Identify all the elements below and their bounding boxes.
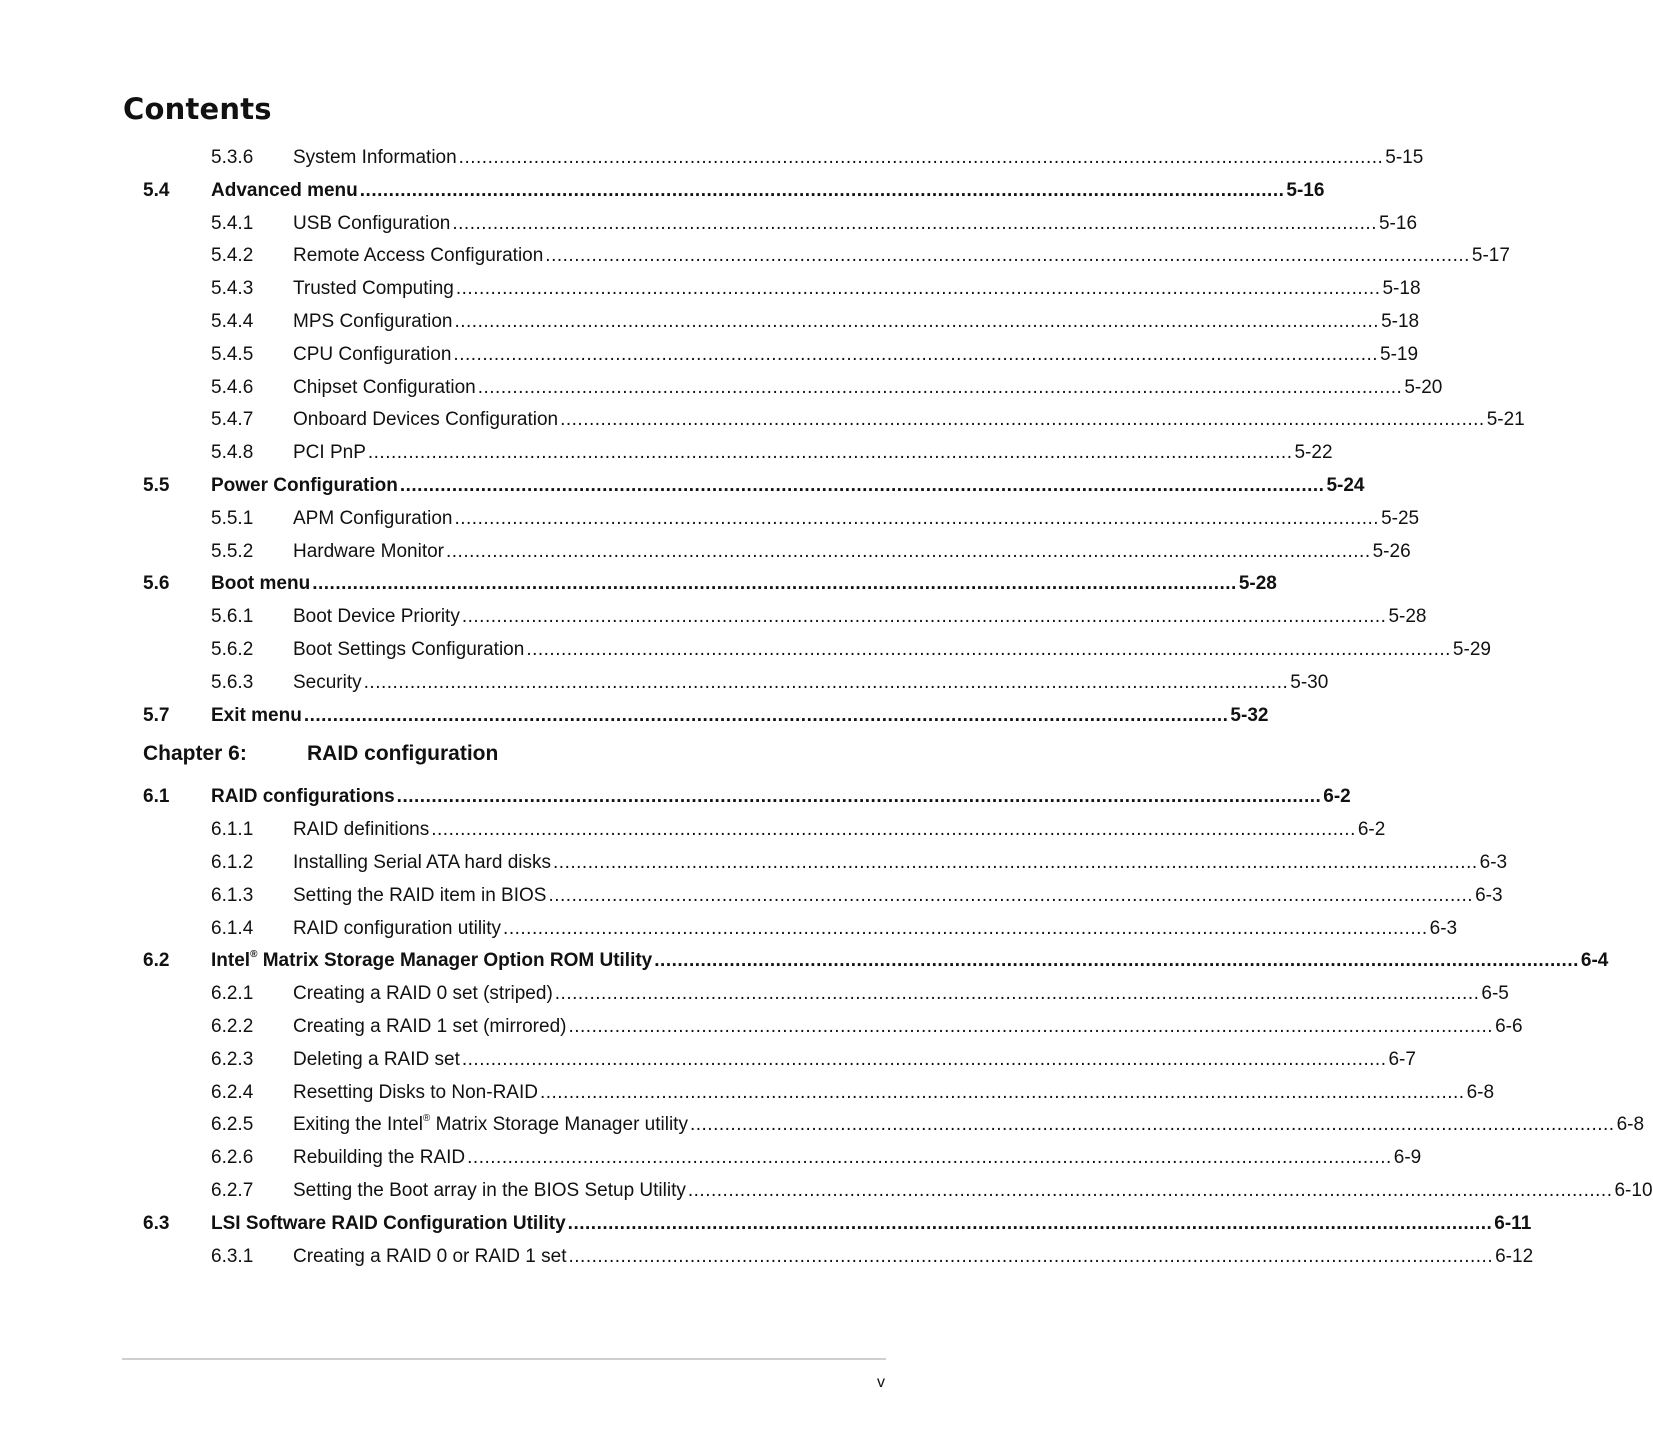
- dot-leader: ................................................................................................................................................................: [458, 147, 1384, 168]
- toc-entry-title: [293, 536, 444, 569]
- toc-entry-line: [211, 1208, 1532, 1241]
- toc-entry-number: 6.2.7: [211, 1179, 254, 1201]
- toc-entry-title-text: Chipset Configuration: [293, 376, 476, 398]
- toc-entry-page: 5-25: [1381, 507, 1420, 529]
- dot-leader: ................................................................................................................................................................: [477, 376, 1403, 398]
- chapter-label: Chapter 6:: [143, 742, 247, 766]
- toc-entry-title-text: RAID definitions: [293, 819, 430, 841]
- dot-leader: ................................................................................................................................................................: [367, 442, 1293, 464]
- toc-entry: [143, 1044, 1416, 1077]
- toc-entry: [143, 1077, 1495, 1110]
- toc-entry: [143, 847, 1508, 880]
- toc-entry-title-text: System Information: [293, 147, 457, 168]
- toc-entry-page: 5-16: [1378, 212, 1418, 234]
- toc-entry-number: 6.2.6: [211, 1147, 254, 1169]
- dot-leader: ................................................................................................................................................................: [312, 573, 1237, 595]
- toc-entry-number: 5.6.1: [211, 606, 254, 628]
- toc-entry-title-text: Creating a RAID 1 set (mirrored): [293, 1015, 567, 1037]
- dot-leader: ................................................................................................................................................................: [545, 245, 1470, 267]
- toc-entry-line: [293, 1175, 1653, 1208]
- toc-entry: [143, 306, 1420, 339]
- toc-entry-page: 6-11: [1494, 1212, 1532, 1234]
- toc-entry: [143, 208, 1418, 241]
- toc-entry-page: 6-3: [1479, 851, 1508, 873]
- registered-mark: ®: [422, 1113, 431, 1125]
- toc-entry-page: 5-24: [1326, 474, 1365, 496]
- toc-entry-title: [293, 1241, 567, 1274]
- toc-entry-title: [293, 208, 450, 241]
- toc-entry-number: 6.2.3: [211, 1048, 254, 1070]
- toc-entry-title: [293, 634, 524, 667]
- toc-entry-title-text: Matrix Storage Manager utility: [430, 1114, 688, 1136]
- toc-entry-title-text: APM Configuration: [293, 507, 453, 529]
- toc-entry-title: [293, 404, 558, 437]
- toc-entry-number: 6.1.3: [211, 884, 254, 906]
- toc-entry: [143, 781, 1351, 814]
- toc-entry-number: 5.4.3: [211, 278, 254, 300]
- toc-entry-title: [293, 1175, 686, 1208]
- chapter-title: RAID configuration: [307, 742, 499, 766]
- toc-entry: [143, 814, 1386, 847]
- toc-entry-number: 5.5: [143, 474, 170, 496]
- dot-leader: ................................................................................................................................................................: [454, 507, 1380, 529]
- toc-entry-line: [293, 601, 1427, 634]
- toc-entry: [143, 273, 1421, 306]
- toc-entry-title: [293, 814, 429, 847]
- toc-entry-number: 5.4.1: [211, 212, 254, 234]
- toc-entry-line: [293, 306, 1420, 339]
- toc-entry-page: 5-19: [1380, 343, 1419, 365]
- toc-entry-line: [293, 142, 1424, 175]
- dot-leader: ................................................................................................................................................................: [359, 179, 1285, 201]
- toc-entry: [143, 601, 1427, 634]
- toc-entry-line: [293, 880, 1503, 913]
- toc-entry: [143, 404, 1525, 437]
- toc-entry: [143, 634, 1491, 667]
- dot-leader: ................................................................................................................................................................: [560, 409, 1485, 431]
- dot-leader: ................................................................................................................................................................: [568, 1015, 1494, 1037]
- toc-entry-page: 6-8: [1466, 1081, 1495, 1103]
- toc-entry-page: 6-4: [1580, 950, 1609, 972]
- toc-entry-page: 5-16: [1286, 179, 1325, 201]
- toc-entry-page: 6-6: [1495, 1015, 1523, 1037]
- dot-leader: ................................................................................................................................................................: [303, 704, 1229, 726]
- toc-entry-line: [293, 437, 1333, 470]
- toc-entry-page: 5-29: [1452, 638, 1491, 660]
- toc-section-chapter-6: [143, 781, 1653, 1273]
- dot-leader: ................................................................................................................................................................: [539, 1081, 1465, 1103]
- toc-entry-title-text: Rebuilding the RAID: [293, 1147, 466, 1169]
- dot-leader: ................................................................................................................................................................: [689, 1114, 1615, 1136]
- toc-entry-number: 6.3.1: [211, 1245, 254, 1267]
- toc-entry-title: [293, 1142, 465, 1175]
- toc-entry-line: [293, 1011, 1523, 1044]
- toc-entry-title: [293, 240, 543, 273]
- toc-entry-title-text: Exiting the Intel: [293, 1114, 423, 1136]
- toc-entry-title-text: Boot Device Priority: [293, 606, 460, 628]
- toc-entry-number: 5.4.8: [211, 442, 254, 464]
- toc-entry-page: 6-12: [1495, 1245, 1534, 1267]
- dot-leader: ................................................................................................................................................................: [568, 1245, 1494, 1267]
- dot-leader: ................................................................................................................................................................: [396, 786, 1322, 808]
- toc-entry-page: 6-9: [1393, 1147, 1422, 1169]
- toc-entry-page: 5-28: [1388, 606, 1427, 628]
- toc-entry-line: [293, 240, 1510, 273]
- toc-entry: [143, 568, 1277, 601]
- dot-leader: ................................................................................................................................................................: [554, 983, 1480, 1005]
- toc-entry-title-text: MPS Configuration: [293, 310, 453, 332]
- toc-entry-title: [293, 503, 452, 536]
- toc-entry-page: 6-2: [1323, 786, 1351, 808]
- toc-entry-title: [293, 601, 460, 634]
- toc-entry-page: 6-2: [1357, 819, 1386, 841]
- footer-divider: [122, 1358, 886, 1360]
- toc-entry-title-text: Deleting a RAID set: [293, 1048, 460, 1070]
- page-number: v: [877, 1374, 885, 1391]
- toc-entry-number: 5.5.2: [211, 540, 254, 562]
- toc-entry-title: [293, 1077, 538, 1110]
- toc-entry-number: 5.4.4: [211, 310, 254, 332]
- toc-entry-line: [293, 404, 1525, 437]
- toc-entry-title: [293, 1109, 688, 1142]
- dot-leader: ................................................................................................................................................................: [431, 819, 1356, 841]
- toc-entry-title: [293, 667, 362, 700]
- toc-entry-title: [293, 913, 501, 946]
- toc-entry-line: [211, 568, 1277, 601]
- table-of-contents: [143, 142, 1653, 1273]
- toc-entry: [143, 667, 1329, 700]
- toc-entry-title: [293, 437, 366, 470]
- toc-entry-line: [293, 536, 1411, 569]
- toc-entry-title-text: Boot Settings Configuration: [293, 638, 525, 660]
- dot-leader: ................................................................................................................................................................: [461, 1048, 1387, 1070]
- toc-entry-number: 5.7: [143, 704, 170, 726]
- toc-section-chapter-5: [143, 142, 1525, 732]
- toc-entry-number: 6.1: [143, 786, 170, 808]
- page-title: Contents: [123, 92, 272, 126]
- toc-entry-title-text: Installing Serial ATA hard disks: [293, 851, 552, 873]
- toc-entry-line: [293, 273, 1421, 306]
- toc-entry-title: [211, 470, 398, 503]
- dot-leader: ................................................................................................................................................................: [467, 1147, 1392, 1169]
- dot-leader: ................................................................................................................................................................: [399, 474, 1325, 496]
- toc-entry: [143, 536, 1411, 569]
- toc-entry-page: 5-21: [1486, 409, 1525, 431]
- toc-entry: [143, 1109, 1645, 1142]
- toc-entry-line: [211, 945, 1609, 978]
- toc-entry-title-text: Trusted Computing: [293, 278, 454, 300]
- toc-entry-title: [211, 1208, 566, 1241]
- toc-entry: [143, 1175, 1653, 1208]
- toc-entry-line: [211, 781, 1351, 814]
- dot-leader: ................................................................................................................................................................: [687, 1179, 1613, 1201]
- toc-entry-title-text: Hardware Monitor: [293, 540, 444, 562]
- toc-entry-title-text: Boot menu: [211, 573, 311, 595]
- toc-entry-title-text: Resetting Disks to Non-RAID: [293, 1081, 538, 1103]
- toc-entry: [143, 142, 1424, 175]
- toc-entry: [143, 880, 1503, 913]
- toc-entry-page: 5-30: [1290, 671, 1329, 693]
- toc-entry-page: 6-8: [1616, 1114, 1645, 1136]
- toc-entry-page: 5-26: [1372, 540, 1411, 562]
- toc-entry-line: [293, 339, 1419, 372]
- toc-entry-title-text: RAID configurations: [211, 786, 395, 808]
- toc-entry-number: 6.2.4: [211, 1081, 254, 1103]
- toc-entry-page: 6-7: [1388, 1048, 1416, 1070]
- toc-entry-line: [293, 1044, 1416, 1077]
- toc-entry-line: [293, 503, 1420, 536]
- toc-entry-title: [211, 945, 652, 978]
- dot-leader: ................................................................................................................................................................: [454, 310, 1380, 332]
- registered-mark: ®: [250, 949, 258, 961]
- toc-entry-number: 5.4: [143, 179, 170, 201]
- toc-entry-line: [293, 847, 1508, 880]
- toc-entry-title: [293, 306, 452, 339]
- toc-entry-page: 6-10: [1614, 1179, 1653, 1201]
- dot-leader: ................................................................................................................................................................: [526, 638, 1451, 660]
- toc-entry-line: [293, 814, 1386, 847]
- toc-entry-line: [293, 1109, 1645, 1142]
- toc-entry-title: [293, 273, 454, 306]
- toc-entry-line: [211, 175, 1325, 208]
- toc-entry-page: 6-3: [1429, 917, 1458, 939]
- toc-entry-page: 5-28: [1238, 573, 1277, 595]
- toc-entry-title: [211, 700, 302, 733]
- toc-entry-line: [293, 1241, 1534, 1274]
- dot-leader: ................................................................................................................................................................: [503, 917, 1428, 939]
- toc-entry-title-text: Intel: [211, 950, 251, 972]
- toc-entry-number: 6.1.4: [211, 917, 254, 939]
- dot-leader: ................................................................................................................................................................: [455, 278, 1381, 300]
- toc-entry-page: 5-32: [1230, 704, 1269, 726]
- toc-entry-title-text: USB Configuration: [293, 212, 451, 234]
- toc-entry: [143, 1241, 1534, 1274]
- toc-entry: [143, 240, 1510, 273]
- dot-leader: ................................................................................................................................................................: [453, 343, 1379, 365]
- dot-leader: ................................................................................................................................................................: [452, 212, 1377, 234]
- toc-entry-page: 6-5: [1481, 983, 1509, 1005]
- toc-entry-page: 5-22: [1294, 442, 1333, 464]
- toc-entry-number: 5.4.6: [211, 376, 254, 398]
- toc-entry-line: [211, 470, 1365, 503]
- toc-entry-title: [293, 847, 551, 880]
- toc-entry-line: [293, 208, 1418, 241]
- toc-entry-page: 5-18: [1381, 310, 1420, 332]
- dot-leader: ................................................................................................................................................................: [363, 671, 1289, 693]
- toc-entry-page: 6-3: [1475, 884, 1503, 906]
- toc-entry-number: 5.6.3: [211, 671, 254, 693]
- toc-entry-title-text: Security: [293, 671, 362, 693]
- toc-entry: [143, 1208, 1532, 1241]
- toc-entry: [143, 1142, 1422, 1175]
- toc-entry-title-text: PCI PnP: [293, 442, 366, 464]
- toc-entry-title: [293, 339, 451, 372]
- toc-entry: [143, 339, 1419, 372]
- toc-entry-title-text: RAID configuration utility: [293, 917, 502, 939]
- toc-entry-title: [293, 880, 546, 913]
- dot-leader: ................................................................................................................................................................: [461, 606, 1387, 628]
- toc-entry-title-text: LSI Software RAID Configuration Utility: [211, 1212, 566, 1234]
- toc-entry-line: [293, 913, 1458, 946]
- dot-leader: ................................................................................................................................................................: [567, 1212, 1493, 1234]
- toc-entry-line: [293, 667, 1329, 700]
- dot-leader: ................................................................................................................................................................: [654, 950, 1579, 972]
- toc-entry-title: [293, 1011, 566, 1044]
- toc-entry-line: [293, 634, 1491, 667]
- toc-entry: [143, 175, 1325, 208]
- toc-entry: [143, 945, 1609, 978]
- toc-entry-title-text: Onboard Devices Configuration: [293, 409, 559, 431]
- toc-entry-number: 5.3.6: [211, 147, 254, 168]
- toc-entry: [143, 913, 1458, 946]
- toc-entry-title: [293, 142, 457, 175]
- toc-entry-line: [293, 1077, 1495, 1110]
- toc-entry-number: 6.2.1: [211, 983, 254, 1005]
- toc-entry-title-text: Matrix Storage Manager Option ROM Utility: [257, 950, 653, 972]
- toc-entry-title: [293, 978, 553, 1011]
- toc-entry-title: [211, 781, 395, 814]
- toc-entry-number: 5.6.2: [211, 638, 254, 660]
- chapter-heading: [143, 732, 804, 781]
- toc-entry: [143, 470, 1365, 503]
- toc-entry-title-text: Remote Access Configuration: [293, 245, 544, 267]
- toc-entry-title-text: Setting the Boot array in the BIOS Setup Utility: [293, 1179, 686, 1201]
- toc-entry-number: 6.2: [143, 950, 170, 972]
- toc-entry-number: 5.5.1: [211, 507, 254, 529]
- toc-entry-number: 6.2.5: [211, 1114, 254, 1136]
- toc-entry-title: [211, 175, 358, 208]
- toc-entry-page: 5-18: [1382, 278, 1421, 300]
- toc-entry-number: 5.4.2: [211, 245, 254, 267]
- toc-entry-page: 5-20: [1404, 376, 1443, 398]
- dot-leader: ................................................................................................................................................................: [553, 851, 1478, 873]
- toc-entry: [143, 978, 1509, 1011]
- toc-entry: [143, 700, 1269, 733]
- toc-entry-page: 5-17: [1471, 245, 1510, 267]
- toc-entry-number: 6.1.2: [211, 851, 254, 873]
- toc-entry-number: 6.1.1: [211, 819, 254, 841]
- toc-entry-title-text: Advanced menu: [211, 179, 358, 201]
- toc-entry-number: 6.3: [143, 1212, 170, 1234]
- toc-entry-title-text: CPU Configuration: [293, 343, 452, 365]
- toc-entry-line: [293, 372, 1443, 405]
- toc-entry-title-text: Creating a RAID 0 set (striped): [293, 983, 553, 1005]
- dot-leader: ................................................................................................................................................................: [548, 884, 1474, 906]
- toc-entry-title-text: Creating a RAID 0 or RAID 1 set: [293, 1245, 567, 1267]
- toc-entry-title: [293, 372, 476, 405]
- toc-entry-title: [293, 1044, 460, 1077]
- toc-entry-title: [211, 568, 310, 601]
- toc-entry-title-text: Exit menu: [211, 704, 302, 726]
- toc-entry-number: 5.4.7: [211, 409, 254, 431]
- toc-entry-number: 5.4.5: [211, 343, 254, 365]
- toc-entry-number: 5.6: [143, 573, 170, 595]
- toc-entry: [143, 1011, 1523, 1044]
- toc-entry-page: 5-15: [1385, 147, 1424, 168]
- toc-entry-line: [293, 1142, 1422, 1175]
- toc-entry-line: [211, 700, 1269, 733]
- toc-entry-title-text: Setting the RAID item in BIOS: [293, 884, 547, 906]
- toc-entry: [143, 437, 1333, 470]
- toc-entry-line: [293, 978, 1509, 1011]
- toc-entry-number: 6.2.2: [211, 1015, 254, 1037]
- dot-leader: ................................................................................................................................................................: [446, 540, 1371, 562]
- toc-entry: [143, 503, 1420, 536]
- toc-entry: [143, 372, 1443, 405]
- toc-entry-title-text: Power Configuration: [211, 474, 398, 496]
